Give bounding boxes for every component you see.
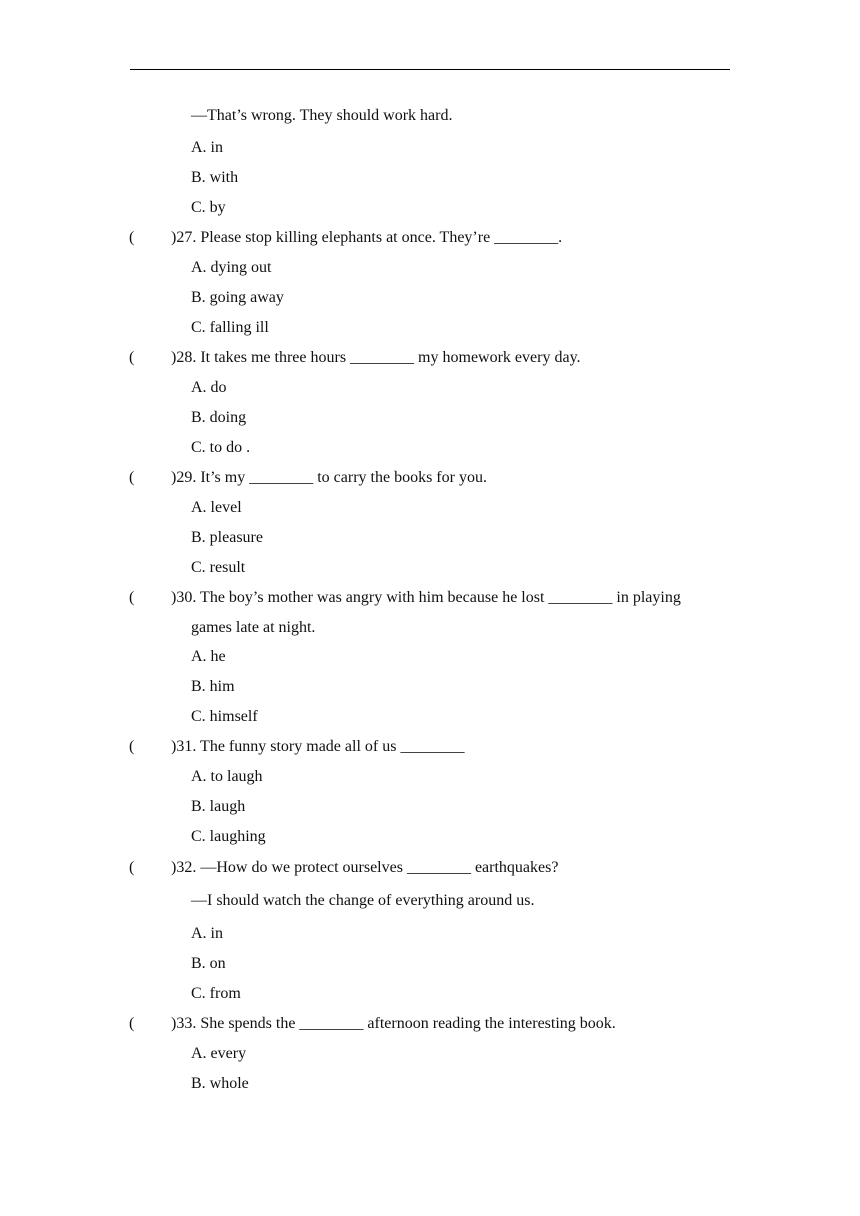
q29-option-b: B. pleasure [191, 529, 263, 546]
q32-option-b: B. on [191, 955, 226, 972]
q27-answer-paren: ( [129, 229, 135, 246]
q31-option-c: C. laughing [191, 828, 266, 845]
q32-stem: )32. —How do we protect ourselves ________ earthquakes? [171, 859, 559, 876]
q26-option-a: A. in [191, 139, 223, 156]
q28-option-b: B. doing [191, 409, 247, 426]
q33-option-a: A. every [191, 1045, 247, 1062]
q26-reply: —That’s wrong. They should work hard. [191, 107, 453, 124]
q29-stem: )29. It’s my ________ to carry the books for you. [171, 469, 487, 486]
q30-option-b: B. him [191, 678, 235, 695]
q26-option-b: B. with [191, 169, 239, 186]
q29-option-c: C. result [191, 559, 246, 576]
q30-option-a: A. he [191, 648, 226, 665]
q31-stem: )31. The funny story made all of us ________ [171, 738, 465, 755]
q27-option-c: C. falling ill [191, 319, 269, 336]
q30-answer-paren: ( [129, 589, 135, 606]
q32-answer-paren: ( [129, 859, 135, 876]
q28-answer-paren: ( [129, 349, 135, 366]
q27-stem: )27. Please stop killing elephants at once. They’re ________. [171, 229, 563, 246]
q28-stem: )28. It takes me three hours ________ my homework every day. [171, 349, 581, 366]
q30-stem: )30. The boy’s mother was angry with him because he lost ________ in playing [171, 589, 681, 606]
q33-stem: )33. She spends the ________ afternoon reading the interesting book. [171, 1015, 616, 1032]
header-rule [130, 69, 730, 70]
q31-answer-paren: ( [129, 738, 135, 755]
q30-stem-continued: games late at night. [191, 619, 316, 636]
q27-option-b: B. going away [191, 289, 284, 306]
q29-answer-paren: ( [129, 469, 135, 486]
q28-option-a: A. do [191, 379, 227, 396]
q29-option-a: A. level [191, 499, 242, 516]
q26-option-c: C. by [191, 199, 226, 216]
q31-option-b: B. laugh [191, 798, 246, 815]
q30-option-c: C. himself [191, 708, 258, 725]
q32-option-a: A. in [191, 925, 223, 942]
q27-option-a: A. dying out [191, 259, 272, 276]
q31-option-a: A. to laugh [191, 768, 263, 785]
q33-option-b: B. whole [191, 1075, 249, 1092]
q32-reply: —I should watch the change of everything around us. [191, 892, 535, 909]
q32-option-c: C. from [191, 985, 241, 1002]
q28-option-c: C. to do . [191, 439, 251, 456]
q33-answer-paren: ( [129, 1015, 135, 1032]
